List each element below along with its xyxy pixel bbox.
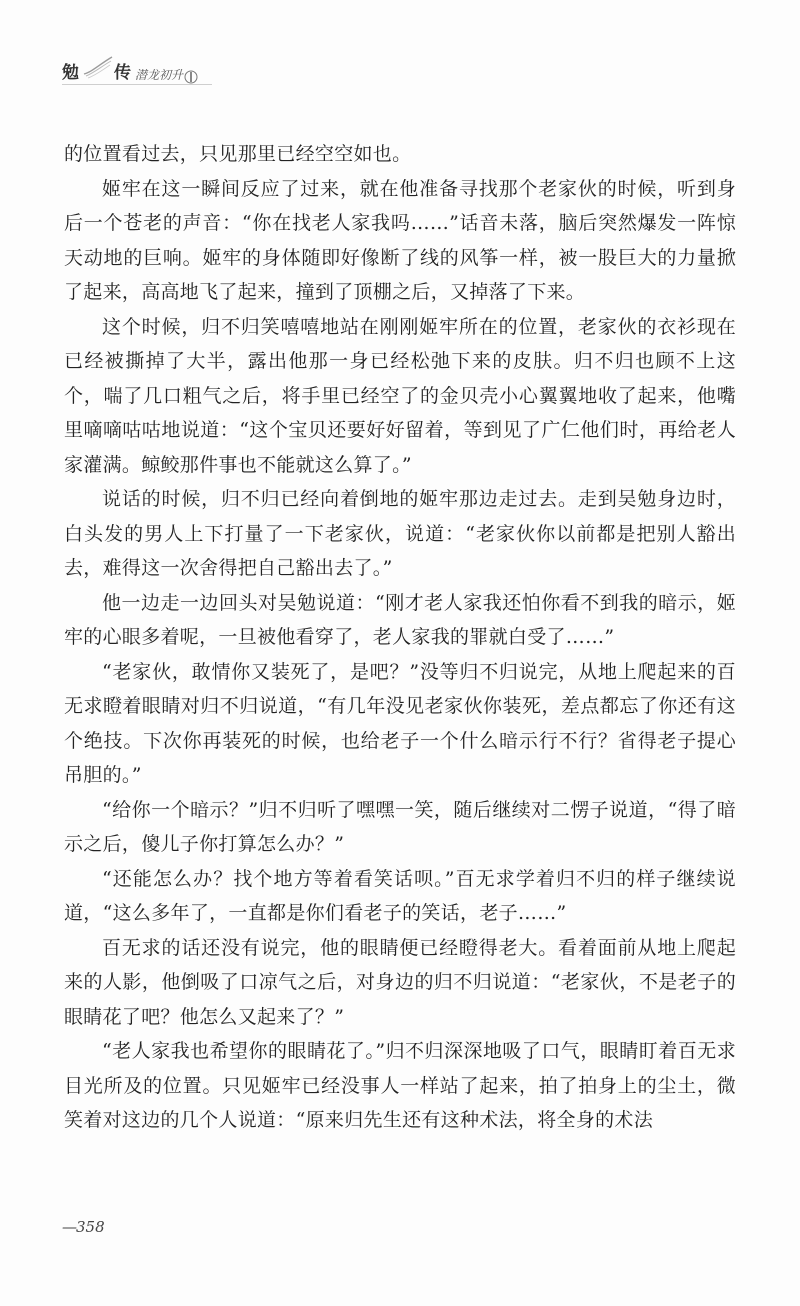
page-number: [62, 1218, 105, 1236]
body-text: [64, 137, 736, 1138]
running-header: [62, 50, 222, 90]
paragraph-1: 的位置看过去，只见那里已经空空如也。: [64, 143, 412, 165]
paragraph-9: 百无求的话还没有说完，他的眼睛便已经瞪得老大。看着面前从地上爬起来的人影，他倒吸了口凉气之后，对身边的归不归说道：“老家伙，不是老子的眼睛花了吧？他怎么又起来了？”: [64, 936, 736, 1028]
paragraph-5: 他一边走一边回头对吴勉说道：“刚才老人家我还怕你看不到我的暗示，姬牢的心眼多着呢，一旦被他看穿了，老人家我的罪就白受了……”: [64, 591, 736, 648]
header-title-char-2: 传: [114, 63, 131, 83]
paragraph-8: “还能怎么办？找个地方等着看笑话呗。”百无求学着归不归的样子继续说道，“这么多年了，一直都是你们看老子的笑话，老子……”: [64, 867, 736, 924]
paragraph-6: “老家伙，敢情你又装死了，是吧？”没等归不归说完，从地上爬起来的百无求瞪着眼睛对归不归说道，“有几年没见老家伙你装死，差点都忘了你还有这个绝技。下次你再装死的时候，也给老子一个什么暗示行不行？省得老子提心吊胆的。”: [64, 660, 736, 786]
paragraph-7: “给你一个暗示？”归不归听了嘿嘿一笑，随后继续对二愣子说道，“得了暗示之后，傻儿子你打算怎么办？”: [64, 798, 736, 855]
header-subtitle: 潜龙初升: [135, 68, 184, 82]
page-number-dash: —: [62, 1218, 76, 1236]
paragraph-10: “老人家我也希望你的眼睛花了。”归不归深深地吸了口气，眼睛盯着百无求目光所及的位置。只见姬牢已经没事人一样站了起来，拍了拍身上的尘土，微笑着对这边的几个人说道：“原来归先生还有这种术法，将全身的术法: [64, 1040, 736, 1131]
header-rule: [62, 84, 212, 85]
paragraph-4: 说话的时候，归不归已经向着倒地的姬牢那边走过去。走到吴勉身边时，白头发的男人上下打量了一下老家伙，说道：“老家伙你以前都是把别人豁出去，难得这一次舍得把自己豁出去了。”: [64, 488, 736, 579]
page-number-value: 358: [76, 1218, 105, 1236]
header-title-char-1: 勉: [62, 63, 79, 83]
paragraph-3: 这个时候，归不归笑嘻嘻地站在刚刚姬牢所在的位置，老家伙的衣衫现在已经被撕掉了大半，露出他那一身已经松弛下来的皮肤。归不归也顾不上这个，喘了几口粗气之后，将手里已经空了的金贝壳小心翼翼地收了起来，他嘴里嘀嘀咕咕地说道：“这个宝贝还要好好留着，等到见了广仁他们时，再给老人家灌满。鲸鲛那件事也不能就这么算了。”: [64, 315, 736, 476]
paragraph-2: 姬牢在这一瞬间反应了过来，就在他准备寻找那个老家伙的时候，听到身后一个苍老的声音：“你在找老人家我吗……”话音未落，脑后突然爆发一阵惊天动地的巨响。姬牢的身体随即好像断了线的风筝一样，被一股巨大的力量掀了起来，高高地飞了起来，撞到了顶棚之后，又掉落了下来。: [64, 177, 736, 303]
brush-stroke-icon: [82, 54, 114, 80]
